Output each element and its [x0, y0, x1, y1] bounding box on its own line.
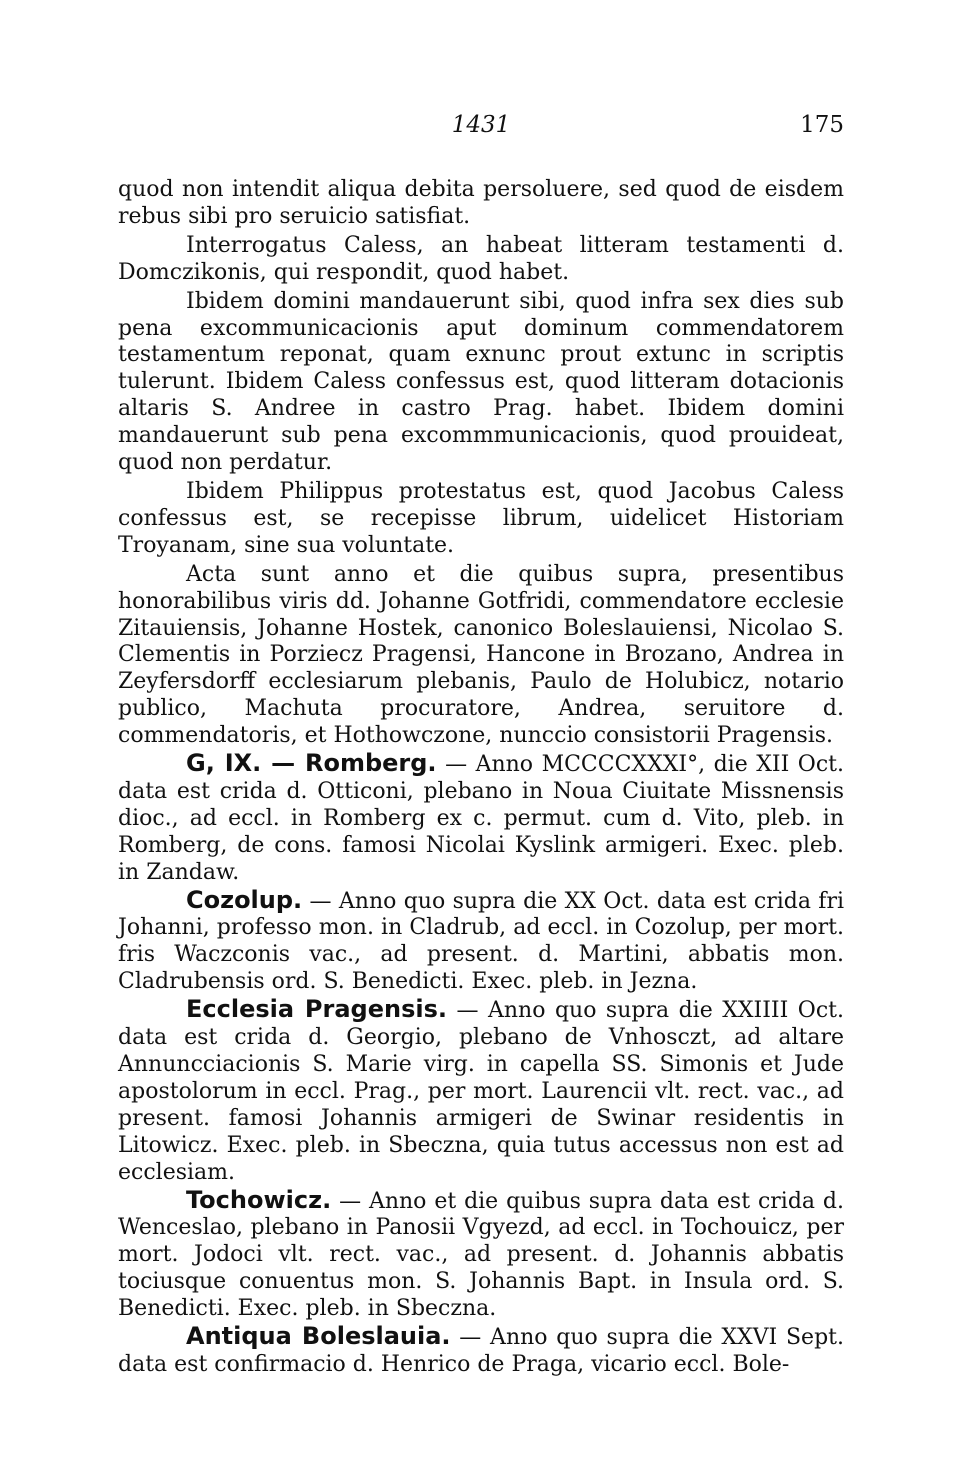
paragraph-text: — Anno quo supra die XXVI Sept. data est confirmacio d. Henrico de Praga, vicario eccl. Bole-	[118, 1325, 844, 1377]
entry-heading: G, IX. — Romberg.	[186, 749, 437, 778]
paragraph-text: Acta sunt anno et die quibus supra, presentibus honorabilibus viris dd. Johanne Gotfridi, commendatore ecclesie Zitauiensis, Johanne Hostek, canonico Boleslauiensi, Nicolao S. Clementis in Porziecz Pragensi, Hancone in Brozano, Andrea in Zeyfersdorff ecclesiarum plebanis, Paulo de Holubicz, notario publico, Machuta procuratore, Andrea, seruitore d. commendatoris, et Hothowczone, nunccio consistorii Pragensis.	[118, 561, 844, 749]
paragraph-text: — Anno quo supra die XX Oct. data est crida fri Johanni, professo mon. in Cladrub, ad eccl. in Cozolup, per mort. fris Waczconis vac., ad present. d. Martini, abbatis mon. Cladrubensis ord. S. Benedicti. Exec. pleb. in Jezna.	[118, 888, 844, 995]
paragraph-5	[118, 560, 844, 750]
page-header	[118, 112, 844, 146]
paragraph-text: Ibidem domini mandauerunt sibi, quod infra sex dies sub pena excommunicacionis aput dominum commendatorem testamentum reponat, quam exnunc prout extunc in scriptis tulerunt. Ibidem Caless confessus est, quod litteram dotacionis altaris S. Andree in castro Prag. habet. Ibidem domini mandauerunt sub pena excommmunicacionis, quod prouideat, quod non perdatur.	[118, 288, 844, 476]
page-number: 175	[800, 112, 844, 138]
paragraph-4	[118, 477, 844, 560]
entry-romberg	[118, 750, 844, 887]
paragraph-text: — Anno et die quibus supra data est crida d. Wenceslao, plebano in Panosii Vgyezd, ad eccl. in Tochouicz, per mort. Jodoci vlt. rect. vac., ad present. d. Johannis abbatis tociusque conuentus mon. S. Johannis Bapt. in Insula ord. S. Benedicti. Exec. pleb. in Sbeczna.	[118, 1188, 844, 1322]
entry-tochowicz	[118, 1187, 844, 1324]
entry-cozolup	[118, 887, 844, 997]
paragraph-1	[118, 175, 844, 231]
body-text	[118, 175, 844, 1379]
paragraph-text: Ibidem Philippus protestatus est, quod Jacobus Caless confessus est, se recepisse librum, uidelicet Historiam Troyanam, sine sua voluntate.	[118, 478, 844, 558]
entry-heading: Tochowicz.	[186, 1185, 332, 1214]
entry-antiqua-boleslauia	[118, 1323, 844, 1379]
paragraph-text: quod non intendit aliqua debita persoluere, sed quod de eisdem rebus sibi pro seruicio satisfiat.	[118, 177, 844, 229]
paragraph-2	[118, 231, 844, 287]
entry-heading: Ecclesia Pragensis.	[186, 995, 447, 1024]
entry-heading: Cozolup.	[186, 885, 303, 914]
running-head-year: 1431	[451, 112, 511, 138]
paragraph-text: Interrogatus Caless, an habeat litteram testamenti d. Domczikonis, qui respondit, quod habet.	[118, 232, 844, 285]
entry-ecclesia-pragensis	[118, 996, 844, 1186]
paragraph-3	[118, 287, 844, 477]
paragraph-text: — Anno quo supra die XXIIII Oct. data est crida d. Georgio, plebano de Vnhosczt, ad altare Annuncciacionis S. Marie virg. in capella SS. Simonis et Jude apostolorum in eccl. Prag., per mort. Laurencii vlt. rect. vac., ad present. famosi Johannis armigeri de Swinar residentis in Litowicz. Exec. pleb. in Sbeczna, quia tutus accessus non est ad ecclesiam.	[118, 998, 844, 1185]
entry-heading: Antiqua Boleslauia.	[186, 1322, 451, 1351]
paragraph-text: — Anno MCCCCXXXI°, die XII Oct. data est crida d. Otticoni, plebano in Noua Ciuitate Missnensis dioc., ad eccl. in Romberg ex c. permut. cum d. Vito, pleb. in Romberg, de cons. famosi Nicolai Kyslink armigeri. Exec. pleb. in Zandaw.	[118, 752, 844, 885]
